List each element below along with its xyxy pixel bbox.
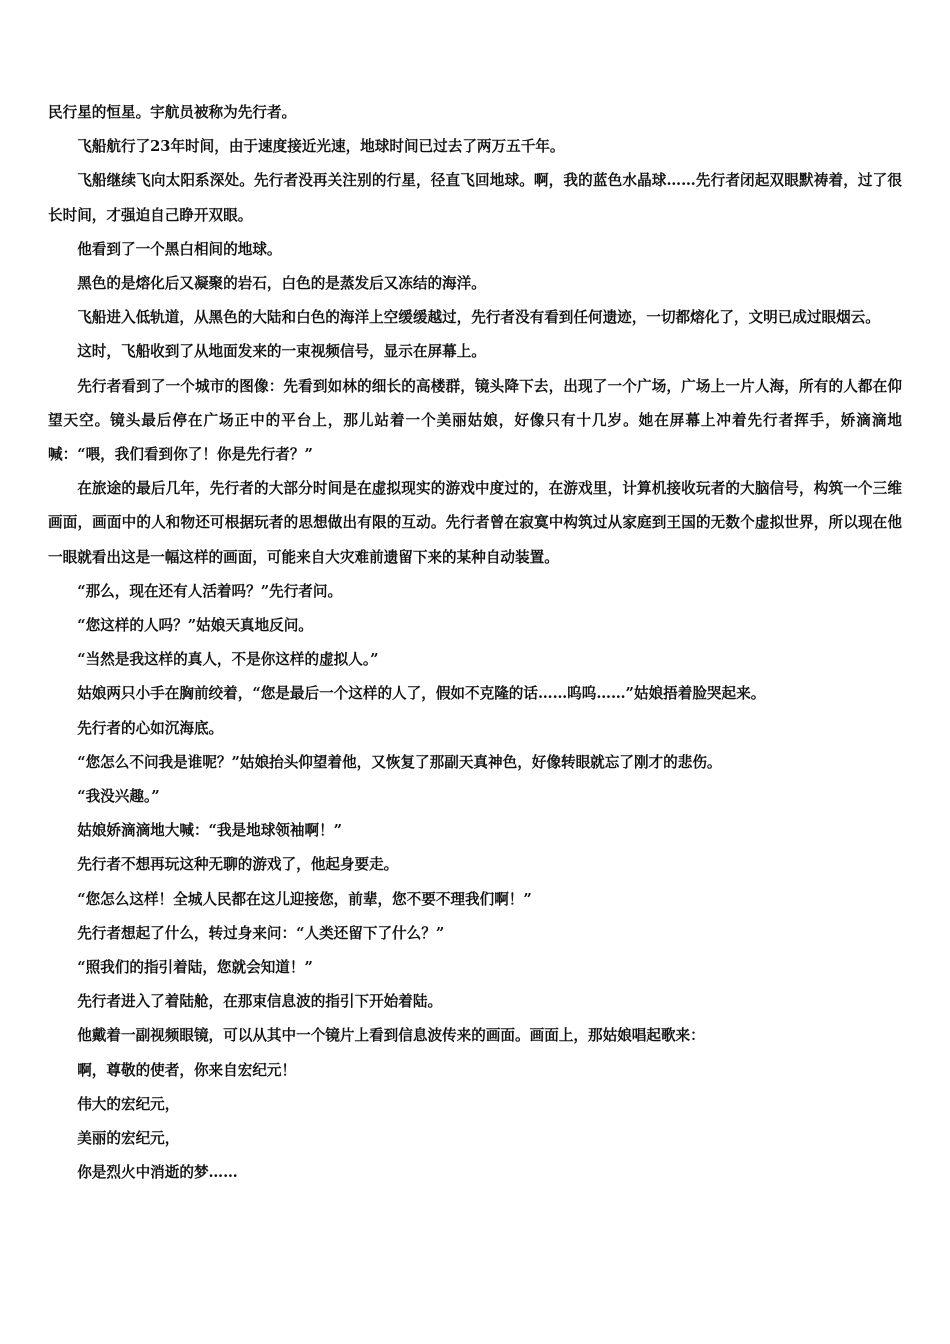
paragraph: 先行者的心如沉海底。 xyxy=(77,719,224,737)
song-line: 美丽的宏纪元， xyxy=(77,1130,180,1148)
paragraph: “您这样的人吗？”姑娘天真地反问。 xyxy=(77,617,313,635)
paragraph: 姑娘娇滴滴地大喊：“我是地球领袖啊！” xyxy=(77,822,343,840)
paragraph: 先行者看到了一个城市的图像：先看到如林的细长的高楼群，镜头降下去，出现了一个广场，广场上一片人海，所有的人都在仰望天空。镜头最后停在广场正中的平台上，那儿站着一个美丽姑娘，好像只有十几岁。她在屏幕上冲着先行者挥手，娇滴滴地喊：“喂，我们看到你了！你是先行者？” xyxy=(48,377,902,464)
song-line: 伟大的宏纪元， xyxy=(77,1095,180,1113)
paragraph: “我没兴趣。” xyxy=(77,788,160,806)
paragraph: “当然是我这样的真人，不是你这样的虚拟人。” xyxy=(77,651,379,669)
paragraph: 在旅途的最后几年，先行者的大部分时间是在虚拟现实的游戏中度过的，在游戏里，计算机接收玩者的大脑信号，构筑一个三维画面，画面中的人和物还可根据玩者的思想做出有限的互动。先行者曾在寂寞中构筑过从家庭到王国的无数个虚拟世界，所以现在他一眼就看出这是一幅这样的画面，可能来自大灾难前遗留下来的某种自动装置。 xyxy=(48,480,902,566)
paragraph: 飞船继续飞向太阳系深处。先行者没再关注别的行星，径直飞回地球。啊，我的蓝色水晶球……先行者闭起双眼默祷着，过了很长时间，才强迫自己睁开双眼。 xyxy=(48,172,902,224)
paragraph: “照我们的指引着陆，您就会知道！” xyxy=(77,959,313,977)
document-page xyxy=(48,96,902,1191)
paragraph: “您怎么这样！全城人民都在这儿迎接您，前辈，您不要不理我们啊！” xyxy=(77,890,532,908)
paragraph: 先行者不想再玩这种无聊的游戏了，他起身要走。 xyxy=(77,856,399,874)
song-line: 啊，尊敬的使者，你来自宏纪元！ xyxy=(77,1061,297,1079)
paragraph: 他看到了一个黑白相间的地球。 xyxy=(77,240,282,258)
song-line: 你是烈火中消逝的梦…… xyxy=(77,1164,238,1182)
paragraph: “那么，现在还有人活着吗？”先行者问。 xyxy=(77,582,343,600)
paragraph: 先行者进入了着陆舱，在那束信息波的指引下开始着陆。 xyxy=(77,993,443,1011)
paragraph: “您怎么不问我是谁呢？”姑娘抬头仰望着他，又恢复了那副天真神色，好像转眼就忘了刚才的悲伤。 xyxy=(77,753,722,771)
paragraph: 黑色的是熔化后又凝聚的岩石，白色的是蒸发后又冻结的海洋。 xyxy=(77,275,486,293)
paragraph: 姑娘两只小手在胸前绞着，“您是最后一个这样的人了，假如不克隆的话……呜呜……”姑娘捂着脸哭起来。 xyxy=(77,685,766,703)
paragraph: 飞船进入低轨道，从黑色的大陆和白色的海洋上空缓缓越过，先行者没有看到任何遗迹，一切都熔化了，文明已成过眼烟云。 xyxy=(77,309,880,327)
paragraph: 先行者想起了什么，转过身来问：“人类还留下了什么？” xyxy=(77,924,445,942)
paragraph: 他戴着一副视频眼镜，可以从其中一个镜片上看到信息波传来的画面。画面上，那姑娘唱起歌来： xyxy=(77,1027,705,1045)
paragraph: 这时，飞船收到了从地面发来的一束视频信号，显示在屏幕上。 xyxy=(77,343,486,361)
paragraph: 民行星的恒星。宇航员被称为先行者。 xyxy=(48,104,297,121)
paragraph: 飞船航行了23年时间，由于速度接近光速，地球时间已过去了两万五千年。 xyxy=(77,138,565,156)
